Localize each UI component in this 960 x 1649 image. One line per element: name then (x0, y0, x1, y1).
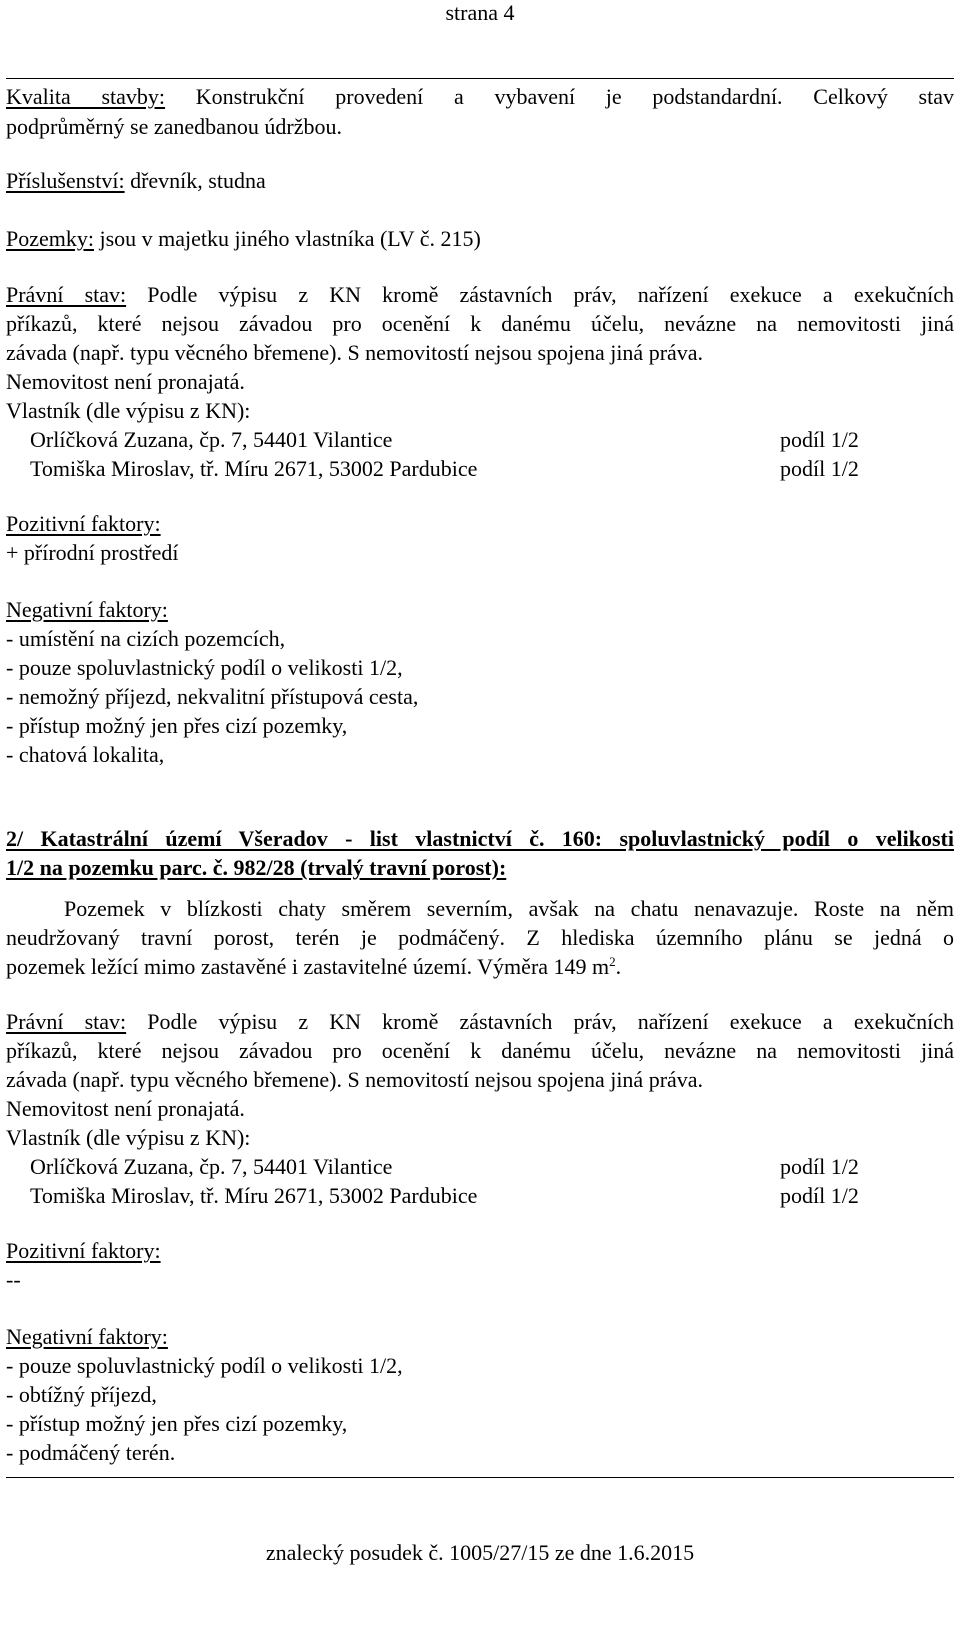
owner-name: Orlíčková Zuzana, čp. 7, 54401 Vilantice (30, 1154, 393, 1179)
negativni-item: - přístup možný jen přes cizí pozemky, (6, 713, 348, 738)
pravni-text-1: Podle výpisu z KN kromě zástavních práv, nařízení exekuce a exekučních (147, 282, 954, 307)
negativni-item: - obtížný příjezd, (6, 1382, 157, 1407)
pravni-line-2: příkazů, které nejsou závadou pro ocenění k danému účelu, nevázne na nemovitosti jiná (6, 311, 954, 336)
footer-divider (6, 1477, 954, 1478)
kvalita-text-1: Konstrukční provedení a vybavení je podstandardní. Celkový stav (195, 84, 954, 109)
negativni-item: - přístup možný jen přes cizí pozemky, (6, 1411, 348, 1436)
owner-name: Orlíčková Zuzana, čp. 7, 54401 Vilantice (30, 427, 393, 452)
vlastnik-label: Vlastník (dle výpisu z KN): (6, 1125, 251, 1150)
pronajata-line: Nemovitost není pronajatá. (6, 1096, 245, 1121)
negativni-item: - podmáčený terén. (6, 1440, 176, 1465)
pozitivni-item: -- (6, 1267, 21, 1292)
owner-name: Tomiška Miroslav, tř. Míru 2671, 53002 Pardubice (30, 456, 478, 481)
header-divider (6, 78, 954, 79)
desc-line-2: neudržovaný travní porost, terén je podmáčený. Z hlediska územního plánu se jedná o (6, 925, 954, 950)
pravni-line-2: příkazů, které nejsou závadou pro ocenění k danému účelu, nevázne na nemovitosti jiná (6, 1038, 954, 1063)
desc-line-3 (6, 954, 621, 980)
negativni-item: - nemožný příjezd, nekvalitní přístupová cesta, (6, 684, 419, 709)
pravni-text-1: Podle výpisu z KN kromě zástavních práv, nařízení exekuce a exekučních (147, 1009, 954, 1034)
section-2-heading-1: 2/ Katastrální území Všeradov - list vlastnictví č. 160: spoluvlastnický podíl o velikosti (6, 826, 954, 851)
section-2-heading-2: 1/2 na pozemku parc. č. 982/28 (trvalý travní porost): (6, 855, 507, 880)
owner-share: podíl 1/2 (780, 1183, 859, 1208)
pozitivni-item: + přírodní prostředí (6, 540, 179, 565)
prislusenstvi-line (6, 168, 266, 194)
kvalita-line-2: podprůměrný se zanedbanou údržbou. (6, 114, 343, 139)
pravni-line-1 (6, 1009, 954, 1035)
negativni-label: Negativní faktory: (6, 1324, 168, 1349)
pravni-line-1 (6, 282, 954, 308)
negativni-item: - pouze spoluvlastnický podíl o velikosti 1/2, (6, 1353, 403, 1378)
pozemky-text: jsou v majetku jiného vlastníka (LV č. 215) (99, 226, 481, 251)
pozitivni-label: Pozitivní faktory: (6, 511, 161, 536)
pozitivni-label: Pozitivní faktory: (6, 1238, 161, 1263)
pravni-line-3: závada (např. typu věcného břemene). S nemovitostí nejsou spojena jiná práva. (6, 340, 704, 365)
owner-share: podíl 1/2 (780, 1154, 859, 1179)
pozemky-line (6, 226, 481, 252)
pozemky-label: Pozemky: (6, 226, 94, 251)
negativni-item: - pouze spoluvlastnický podíl o velikosti 1/2, (6, 655, 403, 680)
pravni-label: Právní stav: (6, 1009, 127, 1034)
owner-share: podíl 1/2 (780, 427, 859, 452)
negativni-item: - umístění na cizích pozemcích, (6, 626, 286, 651)
prislusenstvi-text: dřevník, studna (130, 168, 266, 193)
pronajata-line: Nemovitost není pronajatá. (6, 369, 245, 394)
desc-text-3: pozemek ležící mimo zastavěné i zastavitelné území. Výměra 149 m (6, 954, 610, 979)
desc-end: . (615, 954, 622, 979)
negativni-item: - chatová lokalita, (6, 742, 165, 767)
kvalita-line-1 (6, 84, 954, 110)
area-exponent: 2 (609, 954, 616, 969)
negativni-label: Negativní faktory: (6, 597, 168, 622)
kvalita-label: Kvalita stavby: (6, 84, 166, 109)
prislusenstvi-label: Příslušenství: (6, 168, 125, 193)
pravni-label: Právní stav: (6, 282, 127, 307)
pravni-line-3: závada (např. typu věcného břemene). S nemovitostí nejsou spojena jiná práva. (6, 1067, 704, 1092)
vlastnik-label: Vlastník (dle výpisu z KN): (6, 398, 251, 423)
footer-text: znalecký posudek č. 1005/27/15 ze dne 1.6.2015 (265, 1540, 695, 1565)
page-number: strana 4 (445, 0, 515, 25)
owner-share: podíl 1/2 (780, 456, 859, 481)
desc-line-1: Pozemek v blízkosti chaty směrem severním, avšak na chatu nenavazuje. Roste na něm (64, 896, 954, 921)
owner-name: Tomiška Miroslav, tř. Míru 2671, 53002 Pardubice (30, 1183, 478, 1208)
